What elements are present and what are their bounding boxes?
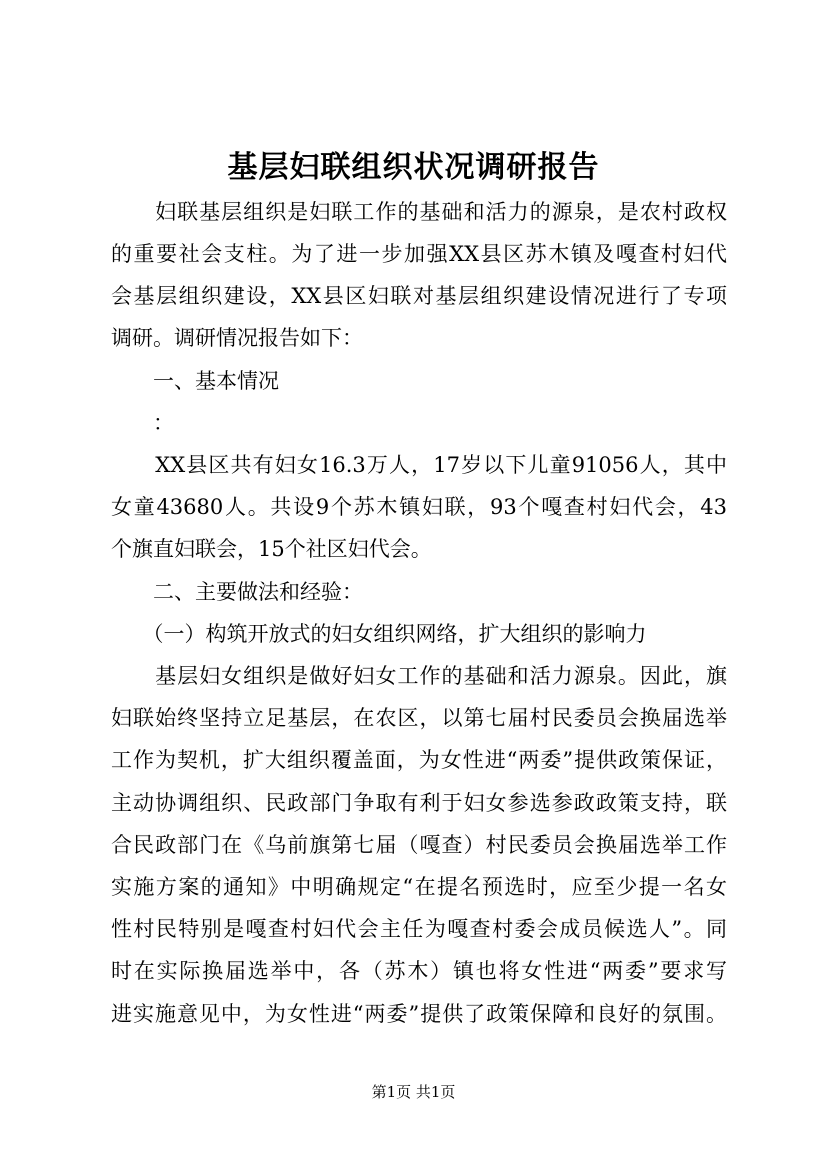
body-line: 实施方案的通知》中明确规定“在提名预选时，应至少提一名女 [111, 875, 727, 899]
body-line: 个旗直妇联会，15个社区妇代会。 [111, 537, 432, 561]
section-heading: 二、主要做法和经验： [111, 580, 363, 604]
body-line: 时在实际换届选举中，各（苏木）镇也将女性进“两委”要求写 [111, 959, 727, 983]
document-title: 基层妇联组织状况调研报告 [227, 150, 600, 185]
body-line: 主动协调组织、民政部门争取有利于妇女参选参政政策支持，联 [111, 791, 727, 815]
body-line: 妇联基层组织是妇联工作的基础和活力的源泉，是农村政权 [111, 200, 727, 224]
body-line: 调研。调研情况报告如下： [111, 326, 363, 350]
body-line: 工作为契机，扩大组织覆盖面，为女性进“两委”提供政策保证， [111, 748, 727, 772]
body-line: 妇联始终坚持立足基层，在农区，以第七届村民委员会换届选举 [111, 706, 727, 730]
body-line: 会基层组织建设，XX县区妇联对基层组织建设情况进行了专项 [111, 284, 727, 308]
body-line: 女童43680人。共设9个苏木镇妇联，93个嘎查村妇代会，43 [111, 495, 727, 519]
body-line: XX县区共有妇女16.3万人，17岁以下儿童91056人，其中 [111, 453, 727, 477]
body-line: 进实施意见中，为女性进“两委”提供了政策保障和良好的氛围。 [111, 1002, 727, 1026]
body-line: 基层妇女组织是做好妇女工作的基础和活力源泉。因此，旗 [111, 664, 727, 688]
page-number-footer: 第1页 共1页 [371, 1083, 456, 1101]
body-line: 合民政部门在《乌前旗第七届（嘎查）村民委员会换届选举工作 [111, 833, 727, 857]
body-line: 性村民特别是嘎查村妇代会主任为嘎查村委会成员候选人”。同 [111, 917, 727, 941]
body-line: 的重要社会支柱。为了进一步加强XX县区苏木镇及嘎查村妇代 [111, 242, 727, 266]
subsection-heading: （一）构筑开放式的妇女组织网络，扩大组织的影响力 [111, 622, 647, 646]
body-line: ： [111, 411, 174, 435]
section-heading: 一、基本情况 [111, 369, 279, 393]
